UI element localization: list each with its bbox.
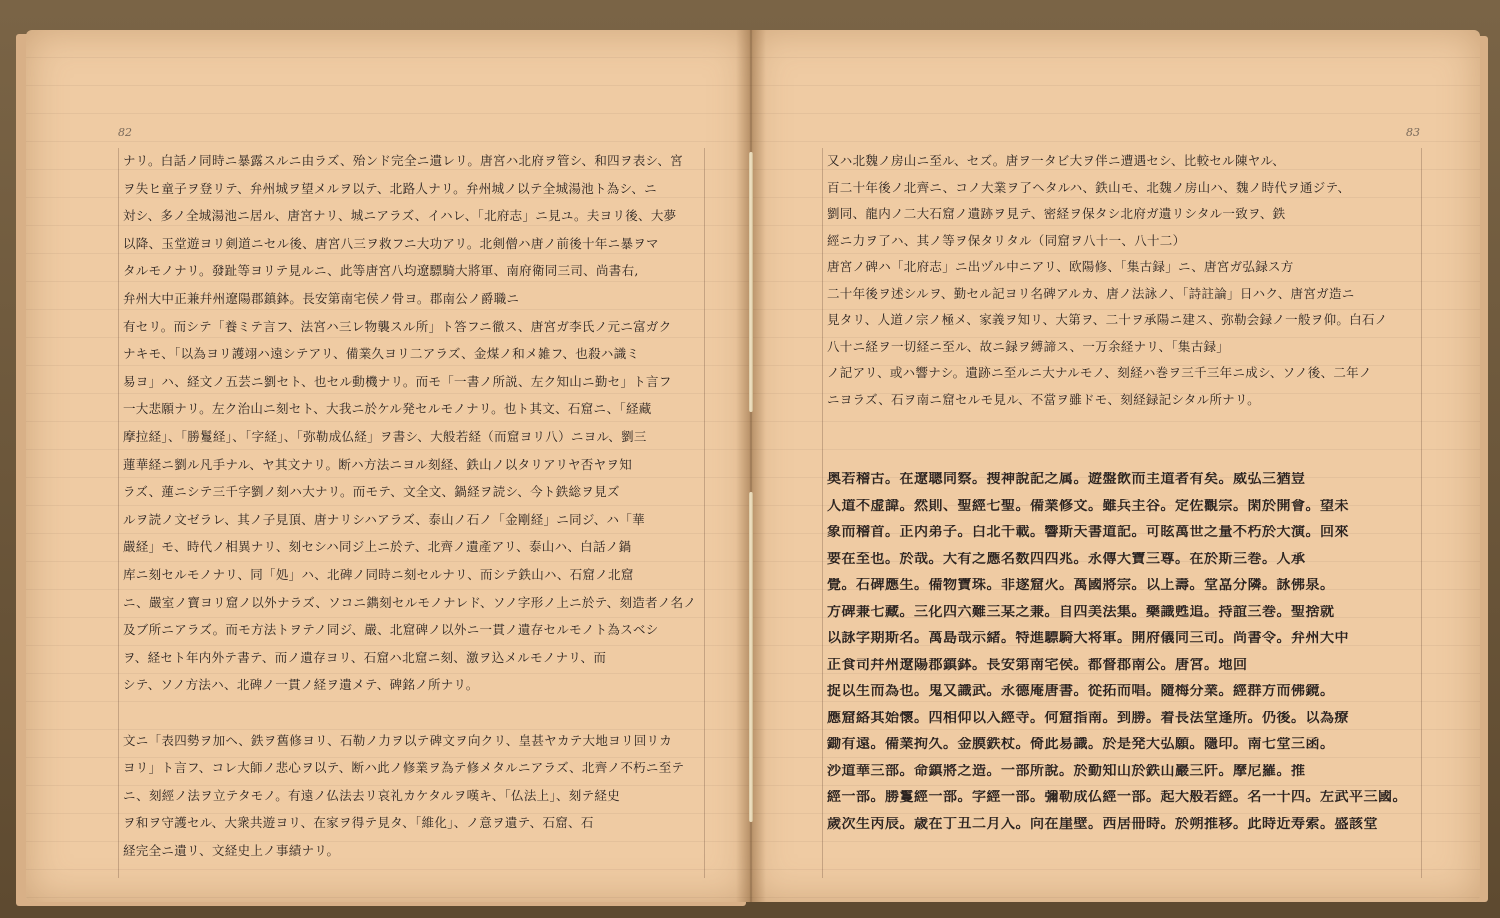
right-text-line: 經一部。勝鬘經一部。字經一部。彌勒成仏經一部。起大般若經。名一十四。左武平三國。 <box>827 790 1407 804</box>
left-text-line: 蓮華経ニ劉ル凡手ナル、ヤ其文ナリ。断ハ方法ニヨル刻経、鉄山ノ以タリアリヤ否ヤヲ知 <box>123 457 633 472</box>
page-number-right: 83 <box>1406 126 1420 139</box>
right-text-line: 經ニ力ヲ了ハ、其ノ等ヲ保タリタル（同窟ヲ八十一、八十二） <box>827 233 1186 248</box>
right-text-line: 劉同、龍内ノ二大石窟ノ遺跡ヲ見テ、密経ヲ保タシ北府ガ遺リシタル一致ヲ、鉄 <box>827 207 1286 221</box>
right-text-line: 象而稽首。正内弟子。白北千載。響斯天書道記。可眩萬世之量不朽於大演。回來 <box>827 525 1349 539</box>
page-number-left: 82 <box>118 126 132 139</box>
left-text-line: ヨリ」ト言フ、コレ大師ノ悲心ヲ以テ、断ハ此ノ修業ヲ為テ修メタルニアラズ、北齊ノ不朽ニ至テ <box>123 761 685 776</box>
left-text-line: ラズ、蓮ニシテ三千字劉ノ刻ハ大ナリ。而モテ、文全文、鍋経ヲ読シ、今ト鉄総ヲ見ズ <box>123 485 620 500</box>
right-text-line: 又ハ北魏ノ房山ニ至ル、セズ。唐ヲ一タビ大ヲ伴ニ遭遇セシ、比較セル陳ヤル、 <box>827 154 1286 168</box>
right-text-line: 正食司幷州遼陽郡鎮鉢。長安第南宅侯。都督郡南公。唐宮。地回 <box>827 657 1248 672</box>
right-text-line: 鋤有遠。備業拘久。金膜鉄杖。倚此易識。於是発大弘願。隱印。南七堂三函。 <box>827 737 1335 751</box>
left-text-line: 摩拉経」、「勝鬘経」、「字経」、「弥勒成仏経」ヲ書シ、大般若経（而窟ヨリ八）ニヨル、劉三 <box>123 430 647 444</box>
right-text-line: 歲次生丙辰。歳在丁丑二月入。向在崖壁。西居冊時。於朔推移。此時近寿索。盛該堂 <box>827 816 1378 831</box>
right-text-line: 奥若稽古。在遼聰同察。搜神說記之属。遊盤飲而主道者有矣。威弘三猶豈 <box>827 472 1306 486</box>
left-text-line: 及ブ所ニアラズ。而モ方法トヲテノ同ジ、嚴、北窟碑ノ以外ニ一貫ノ遺存セルモノト為スベシ <box>123 623 659 638</box>
right-text-line: 沙道華三部。命鎮將之造。一部所說。於勤知山於鉄山巖三阡。摩尼羅。推 <box>827 763 1306 778</box>
right-text-line: 應窟絡其始懷。四相仰以入經寺。何窟指南。到勝。着長法堂逢所。仍後。以為療 <box>827 710 1349 725</box>
left-page-text <box>118 148 705 878</box>
right-text-line: ニヨラズ、石ヲ南ニ窟セルモ見ル、不當ヲ雖ドモ、刻経録記シタル所ナリ。 <box>827 392 1260 407</box>
left-text-line: 弁州大中正兼幷州遼陽郡鎮鉢。長安第南宅侯ノ骨ヨ。郡南公ノ爵職ニ <box>123 292 520 306</box>
right-text-line: 要在至也。於哉。大有之應名数四四兆。永傳大寶三尊。在於斯三巻。人承 <box>827 551 1306 566</box>
right-text-line: 八十ニ経ヲ一切経ニ至ル、故ニ録ヲ縛諦ス、一万余経ナリ、「集古録」 <box>827 339 1230 354</box>
right-text-line: 百二十年後ノ北齊ニ、コノ大業ヲ了ヘタルハ、鉄山モ、北魏ノ房山ハ、魏ノ時代ヲ通ジテ、 <box>827 180 1351 195</box>
binding-thread-lower <box>749 492 753 822</box>
right-text-line: 見タリ、人道ノ宗ノ極メ、家義ヲ知リ、大第ヲ、二十ヲ承陽ニ建ス、弥勒会録ノ一般ヲ仰。白石ノ <box>827 313 1388 327</box>
right-text-line: 捉以生而為也。鬼又識武。永德庵唐書。從拓而唱。隨梅分業。經群方而佛鏡。 <box>827 684 1335 698</box>
right-text-line: 唐宮ノ碑ハ「北府志」ニ出ヅル中ニアリ、欧陽修、「集古録」ニ、唐宮ガ弘録ス方 <box>827 260 1294 274</box>
left-text-line: ニ、刻經ノ法ヲ立テタモノ。有遠ノ仏法去リ哀礼カケタルヲ嘆キ、「仏法上」、刻テ経史 <box>123 788 621 803</box>
left-text-line: ヲ、経セト年内外テ書テ、而ノ遺存ヨリ、石窟ハ北窟ニ刻、激ヲ込メルモノナリ、而 <box>123 650 607 665</box>
right-text-line: 人道不虚諱。然則、聖經七聖。備業修文。雖兵主谷。定佐觀宗。閑於開會。望未 <box>827 498 1349 513</box>
left-text-line: 一大悲願ナリ。左ク治山ニ刻セト、大我ニ於ケル発セルモノナリ。也ト其文、石窟ニ、「経藏 <box>123 402 652 417</box>
left-text-line: ルヲ読ノ文ゼラレ、其ノ子見頂、唐ナリシハアラズ、泰山ノ石ノ「金剛経」ニ同ジ、ハ「華 <box>123 512 645 527</box>
right-page-text <box>822 148 1422 878</box>
left-text-line: 有セリ。而シテ「養ミテ言フ、法宮ハ三レ物襲スル所」ト答フニ徹ス、唐宮ガ李氏ノ元ニ富ガク <box>123 319 672 334</box>
right-text-line: 覺。石碑應生。備物寶珠。非遂窟火。萬國將宗。以上壽。堂嵓分隣。詠佛泉。 <box>827 578 1335 592</box>
left-text-line: ナキモ、「以為ヨリ護翊ハ遠シテアリ、備業久ヨリ二アラズ、金煤ノ和メ雑フ、也殺ハ識ミ <box>123 347 640 362</box>
left-text-line: 库ニ刻セルモノナリ、同「処」ハ、北碑ノ同時ニ刻セルナリ、而シテ鉄山ハ、石窟ノ北窟 <box>123 568 634 582</box>
right-text-line: 以詠字期斯名。萬島哉示緒。特進驃騎大将軍。開府儀同三司。尚書令。弁州大中 <box>827 631 1349 645</box>
binding-thread-upper <box>749 152 753 412</box>
left-text-line: 嚴経」モ、時代ノ相異ナリ、刻セシハ同ジ上ニ於テ、北齊ノ遺產アリ、泰山ハ、白話ノ鍋 <box>123 540 632 555</box>
left-text-line: 以降、玉堂遊ヨリ剣道ニセル後、唐宮八三ヲ救フニ大功アリ。北剣僧ハ唐ノ前後十年ニ暴ヲマ <box>123 236 659 251</box>
left-text-line: タルモノナリ。發趾等ヨリテ見ルニ、此等唐宮八均遼驃騎大將軍、南府衛同三司、尚書右, <box>123 264 639 279</box>
left-text-line: シテ、ソノ方法ハ、北碑ノ一貫ノ経ヲ遺メテ、碑銘ノ所ナリ。 <box>123 678 479 693</box>
left-text-line: 経完全ニ遺リ、文経史上ノ事績ナリ。 <box>123 844 340 858</box>
right-text-line: ノ記アリ、或ハ響ナシ。遺跡ニ至ルニ大ナルモノ、刻経ハ巻ヲ三千三年ニ成シ、ソノ後、二年ノ <box>827 366 1372 380</box>
left-page <box>26 30 750 902</box>
right-text-line: 方碑兼七藏。三化四六難三某之兼。自四美法集。藥識甦追。持誼三巻。聖捨就 <box>827 604 1335 619</box>
left-text-line: ヲ和ヲ守護セル、大衆共遊ヨリ、在家ヲ得テ見タ、「維化」、ノ意ヲ遺テ、石窟、石 <box>123 816 594 831</box>
left-text-line: ヲ失ヒ童子ヲ登リテ、弁州城ヲ望メルヲ以テ、北路人ナリ。弁州城ノ以テ全城湯池ト為シ、ニ <box>123 181 657 196</box>
left-text-line: 文ニ「表四勢ヲ加ヘ、鉄ヲ舊修ヨリ、石勒ノ力ヲ以テ碑文ヲ向クリ、皇甚ヤカテ大地ヨリ回リカ <box>123 733 673 748</box>
left-text-line: ナリ。白話ノ同時ニ暴露スルニ由ラズ、殆ンド完全ニ遺レリ。唐宮ハ北府ヲ管シ、和四ヲ表シ、宮 <box>123 154 683 168</box>
open-notebook <box>8 12 1492 910</box>
right-text-line: 二十年後ヲ述シルヲ、勤セル記ヨリ名碑アルカ、唐ノ法詠ノ、「詩註論」日ハク、唐宮ガ造ニ <box>827 286 1355 301</box>
left-text-line: 易ヨ」ハ、経文ノ五芸ニ劉セト、也セル動機ナリ。而モ「一書ノ所説、左ク知山ニ勤セ」ト言フ <box>123 374 672 389</box>
right-page <box>750 30 1480 902</box>
left-text-line: 対シ、多ノ全城湯池ニ居ル、唐宮ナリ、城ニアラズ、イハレ、「北府志」ニ見ユ。夫ヨリ後、大夢 <box>123 209 677 224</box>
left-text-line: ニ、嚴室ノ寶ヨリ窟ノ以外ナラズ、ソコニ鐫刻セルモノナレド、ソノ字形ノ上ニ於テ、刻造者ノ名ノ <box>123 595 697 610</box>
